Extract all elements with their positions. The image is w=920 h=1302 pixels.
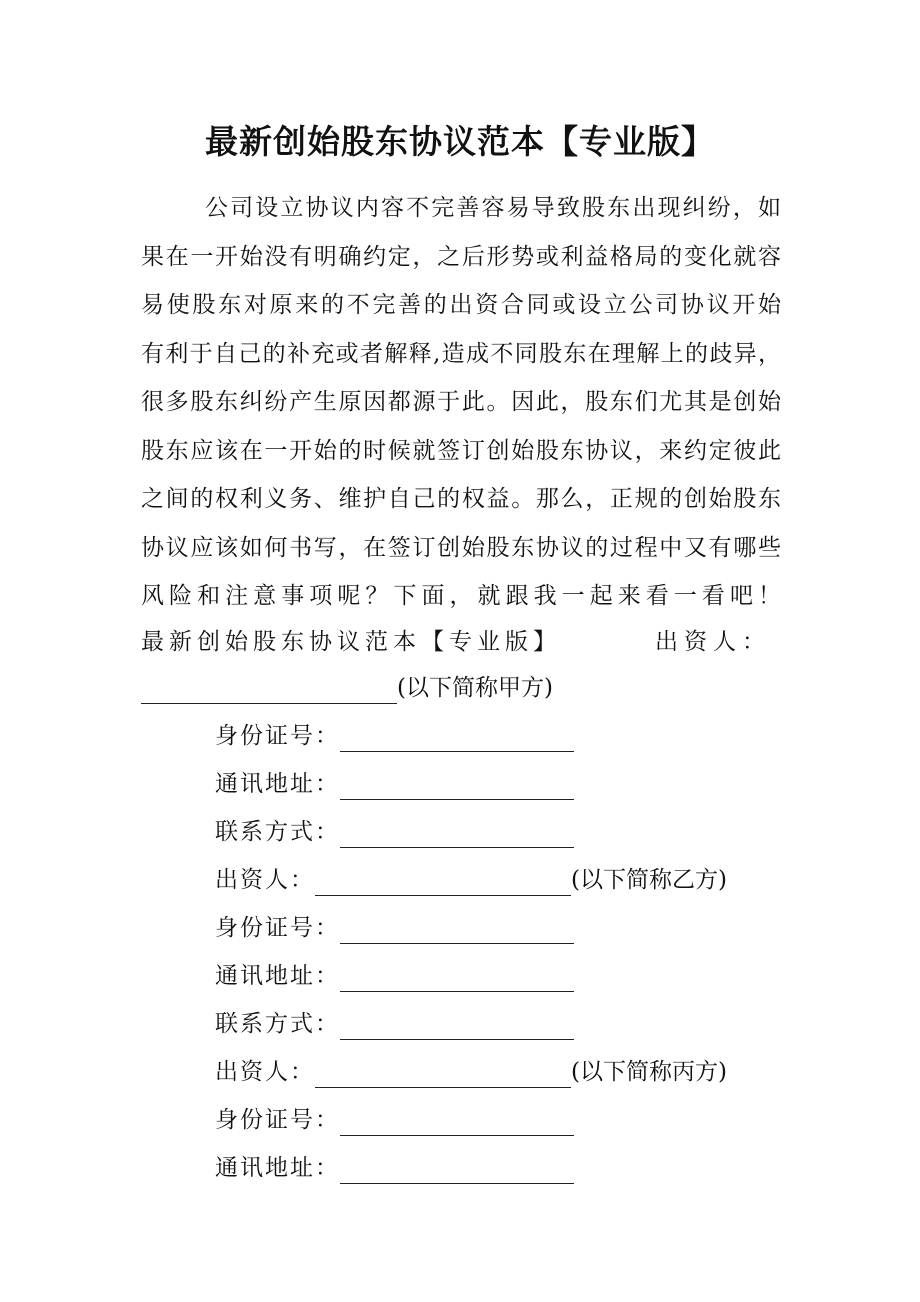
intro-line: 有利于自己的补充或者解释,造成不同股东在理解上的歧异， xyxy=(141,340,781,367)
intro-line: 协议应该如何书写，在签订创始股东协议的过程中又有哪些 xyxy=(141,534,781,561)
section-heading-line xyxy=(141,623,781,661)
document-title: 最新创始股东协议范本【专业版】 xyxy=(205,122,715,161)
party-a-address-blank[interactable] xyxy=(340,773,574,800)
party-a-name-blank[interactable] xyxy=(141,677,397,704)
id-number-label: 身份证号： xyxy=(215,723,340,749)
party-a-id-blank[interactable] xyxy=(340,725,574,752)
party-b-address-row xyxy=(215,960,574,992)
party-c-suffix: (以下简称丙方) xyxy=(571,1059,727,1085)
intro-line: 之间的权利义务、维护自己的权益。那么，正规的创始股东 xyxy=(141,486,781,512)
party-b-investor-label: 出资人： xyxy=(215,867,315,893)
section-heading: 最新创始股东协议范本【专业版】 xyxy=(141,629,561,655)
party-a-contact-row xyxy=(215,816,574,848)
party-c-investor-label: 出资人： xyxy=(215,1059,315,1085)
party-c-id-row xyxy=(215,1104,574,1136)
id-number-label: 身份证号： xyxy=(215,1107,340,1133)
party-c-address-blank[interactable] xyxy=(340,1157,574,1184)
party-b-contact-row xyxy=(215,1008,574,1040)
intro-line: 易使股东对原来的不完善的出资合同或设立公司协议开始 xyxy=(141,292,781,318)
contact-label: 联系方式： xyxy=(215,819,340,845)
party-b-id-row xyxy=(215,912,574,944)
party-b-address-blank[interactable] xyxy=(340,965,574,992)
id-number-label: 身份证号： xyxy=(215,915,340,941)
party-a-investor-label: 出资人： xyxy=(655,629,771,655)
party-c-name-row xyxy=(215,1056,727,1088)
address-label: 通讯地址： xyxy=(215,1155,340,1181)
intro-line: 果在一开始没有明确约定，之后形势或利益格局的变化就容 xyxy=(141,243,781,270)
intro-line: 股东应该在一开始的时候就签订创始股东协议，来约定彼此 xyxy=(141,437,781,464)
party-b-name-row xyxy=(215,864,727,896)
party-c-id-blank[interactable] xyxy=(340,1109,574,1136)
address-label: 通讯地址： xyxy=(215,771,340,797)
intro-line: 公司设立协议内容不完善容易导致股东出现纠纷，如 xyxy=(205,195,781,221)
party-b-suffix: (以下简称乙方) xyxy=(571,867,727,893)
intro-line: 风险和注意事项呢？下面，就跟我一起来看一看吧！ xyxy=(141,583,781,609)
party-c-address-row xyxy=(215,1152,574,1184)
party-a-name-row xyxy=(141,672,553,704)
party-a-id-row xyxy=(215,720,574,752)
party-b-id-blank[interactable] xyxy=(340,917,574,944)
party-a-address-row xyxy=(215,768,574,800)
party-a-contact-blank[interactable] xyxy=(340,821,574,848)
intro-line: 很多股东纠纷产生原因都源于此。因此，股东们尤其是创始 xyxy=(141,389,781,415)
party-b-contact-blank[interactable] xyxy=(340,1013,574,1040)
contact-label: 联系方式： xyxy=(215,1011,340,1037)
party-a-suffix: (以下简称甲方) xyxy=(397,675,553,701)
party-c-name-blank[interactable] xyxy=(315,1061,571,1088)
address-label: 通讯地址： xyxy=(215,963,340,989)
party-b-name-blank[interactable] xyxy=(315,869,571,896)
intro-paragraph xyxy=(141,184,781,621)
